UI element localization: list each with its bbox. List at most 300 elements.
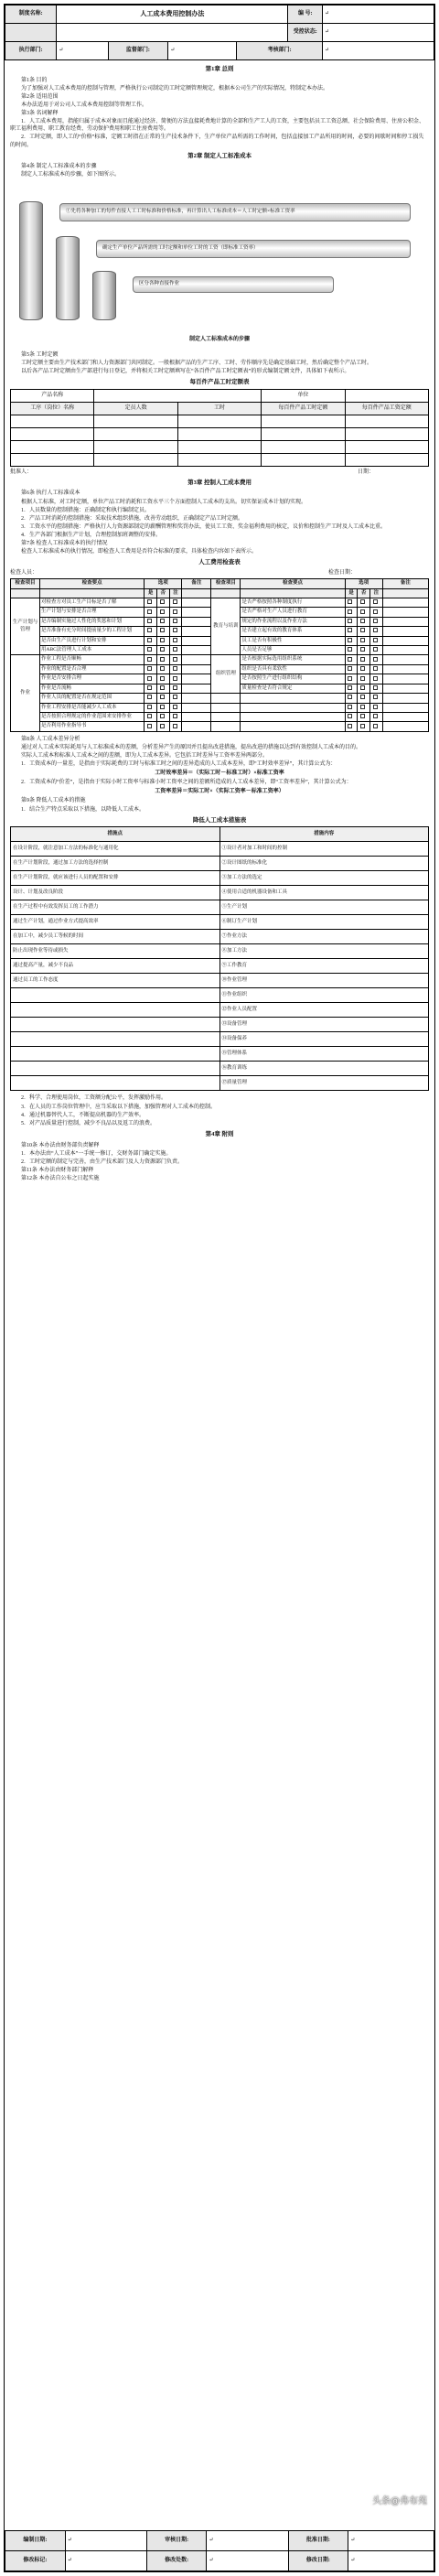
checkbox[interactable]: [360, 714, 365, 718]
step-2-bar: 确定生产单位产品所需的工时定额和单位工时的工资（即标准工资率）: [96, 240, 411, 258]
checkbox[interactable]: [173, 619, 177, 623]
draft-date-value[interactable]: ↵: [65, 2531, 146, 2551]
article-10-item-1: 1．本办法由“人工成本”一手统一修订，交财务部门确定实施。: [21, 1150, 172, 1157]
checkbox-cell[interactable]: [358, 608, 370, 617]
checkbox-cell[interactable]: [370, 655, 383, 664]
checkbox-cell[interactable]: [145, 684, 157, 693]
step-1-bar: 区分各种直接作业: [133, 276, 334, 293]
audit-dept-value[interactable]: ↵: [323, 42, 434, 60]
checkbox[interactable]: [160, 695, 165, 699]
check-group: 教育与培训: [211, 598, 241, 655]
checkbox-cell[interactable]: [156, 664, 169, 674]
revise-count-label: 修改处数:: [146, 2551, 207, 2571]
checkbox[interactable]: [160, 628, 165, 632]
checkbox-cell[interactable]: [156, 684, 169, 693]
checkbox-cell[interactable]: [156, 694, 169, 703]
checkbox[interactable]: [360, 695, 365, 699]
checkbox-cell[interactable]: [156, 636, 169, 645]
remark-cell[interactable]: [182, 664, 211, 674]
chapter-3-title: 第3章 控制人工成本费用: [187, 479, 252, 486]
article-6-item-2: 2．产品工时消耗的控制措施：采取技术组织措施，改善劳动组织，正确制定产品工时定额。: [21, 515, 244, 522]
checkbox-cell[interactable]: [156, 646, 169, 655]
remark-cell[interactable]: [182, 617, 211, 626]
checkbox-cell[interactable]: [370, 636, 383, 645]
check-row: [11, 722, 429, 731]
checkbox-cell[interactable]: [370, 703, 383, 712]
checkbox[interactable]: [348, 676, 352, 681]
chapter-1-title: 第1章 总则: [205, 66, 234, 72]
table-row: [11, 415, 429, 427]
checkbox-cell[interactable]: [156, 674, 169, 684]
article-9-item-4: 4．通过机器替代人工，不断提高机器的生产效率。: [21, 1112, 145, 1118]
checkbox-cell[interactable]: [370, 694, 383, 703]
check-item: 人员是否足够: [241, 646, 345, 655]
remark-cell[interactable]: [382, 703, 428, 712]
checkbox-cell[interactable]: [358, 712, 370, 721]
checkbox[interactable]: [348, 724, 352, 728]
checkbox[interactable]: [348, 609, 352, 614]
measure-content: ⑯教育训练: [220, 1062, 429, 1076]
checkbox[interactable]: [373, 695, 378, 699]
checkbox-cell[interactable]: [370, 608, 383, 617]
checkbox-cell[interactable]: [370, 664, 383, 674]
checkbox-cell[interactable]: [345, 684, 358, 693]
unit-value[interactable]: [345, 389, 428, 402]
checkbox[interactable]: [173, 647, 177, 652]
checkbox[interactable]: [173, 666, 177, 671]
checkbox[interactable]: [373, 647, 378, 652]
check-row: [11, 655, 429, 664]
measure-row: [11, 886, 429, 900]
checkbox-cell[interactable]: [156, 598, 169, 607]
check-item: 是否按照生产进行组织结构: [241, 674, 345, 684]
formula-1: 工时效率差异＝（实际工时－标准工时）×标准工资率: [155, 771, 284, 777]
checkbox[interactable]: [360, 657, 365, 662]
checkbox[interactable]: [173, 628, 177, 632]
checkbox-cell[interactable]: [358, 636, 370, 645]
check-item: 是否根据实际选用组织系统: [241, 655, 345, 664]
checkbox[interactable]: [160, 666, 165, 671]
checkbox-cell[interactable]: [345, 617, 358, 626]
checkbox[interactable]: [360, 628, 365, 632]
checkbox[interactable]: [348, 619, 352, 623]
checkbox-cell[interactable]: [345, 598, 358, 607]
checkbox-cell[interactable]: [169, 608, 182, 617]
article-8: 第8条 人工成本差异分析: [21, 736, 80, 742]
remark-cell[interactable]: [182, 608, 211, 617]
check-item: 员工是否有积极性: [241, 636, 345, 645]
measure-content: ⑤生产计划: [220, 900, 429, 915]
measure-col-left: 措施点: [11, 827, 220, 842]
checkbox-cell[interactable]: [358, 674, 370, 684]
article-4-text: 制定人工标准成本的步骤，如下图所示。: [21, 172, 121, 178]
product-value[interactable]: [94, 389, 262, 402]
measure-row: [11, 959, 429, 974]
checkbox-cell[interactable]: [145, 636, 157, 645]
revise-date-value[interactable]: ↵: [348, 2551, 434, 2571]
checkbox[interactable]: [373, 724, 378, 728]
checkbox[interactable]: [160, 657, 165, 662]
article-6-item-4: 4．生产各部门根据生产计划，合理控制加班调整的安排。: [21, 532, 162, 538]
checkbox-cell[interactable]: [145, 655, 157, 664]
remark-cell[interactable]: [382, 655, 428, 664]
measure-table: [10, 826, 429, 1091]
checkbox-cell[interactable]: [145, 712, 157, 721]
check-item: 规定的作业流程以及作业方法: [241, 617, 345, 626]
remark-cell[interactable]: [382, 646, 428, 655]
measure-row: [11, 900, 429, 915]
remark-cell[interactable]: [182, 712, 211, 721]
remark-cell[interactable]: [182, 646, 211, 655]
checkbox-cell[interactable]: [345, 655, 358, 664]
checkbox-cell[interactable]: [345, 703, 358, 712]
measure-content: ⑧加工方法: [220, 944, 429, 959]
checkbox[interactable]: [373, 657, 378, 662]
measure-row: [11, 1076, 429, 1091]
measure-content: ⑮管理体系: [220, 1047, 429, 1062]
checkbox[interactable]: [348, 695, 352, 699]
article-8-item-2: 2．工资成本的“价差”，是指由于实际小时工资率与标准小时工资率之间的差额所造成的人工成本差异，即“工资率差异”，其计算公式为：: [21, 780, 352, 786]
checkbox-cell[interactable]: [370, 674, 383, 684]
checkbox[interactable]: [348, 628, 352, 632]
chapter-4-title: 第4章 附则: [205, 1130, 234, 1137]
checkbox-cell[interactable]: [358, 664, 370, 674]
checkbox[interactable]: [173, 638, 177, 642]
checkbox-cell[interactable]: [145, 703, 157, 712]
checkbox-cell[interactable]: [358, 703, 370, 712]
remark-cell[interactable]: [182, 627, 211, 636]
checkbox[interactable]: [147, 685, 152, 690]
measure-row: [11, 871, 429, 886]
review-date-value[interactable]: ↵: [207, 2531, 288, 2551]
checkbox-cell[interactable]: [358, 627, 370, 636]
checkbox[interactable]: [173, 599, 177, 604]
checkbox[interactable]: [160, 714, 165, 718]
checkbox[interactable]: [373, 599, 378, 604]
checkbox[interactable]: [360, 705, 365, 709]
checkbox[interactable]: [373, 638, 378, 642]
audit-dept-label: 考核部门:: [237, 42, 323, 60]
checkbox[interactable]: [160, 609, 165, 614]
measure-point: 通过提高产量，减少不良品: [11, 959, 220, 974]
article-6-text: 根据人工标准，对工时定额，单位产品工时消耗和工资水平三个方面控制人工成本的支出。切实保证成本计划的实现。: [21, 499, 307, 505]
article-9: 第9条 降低人工成本的措施: [21, 798, 86, 804]
checkbox[interactable]: [160, 599, 165, 604]
measure-point: 通过生产计划，通过作业方式提高效率: [11, 915, 220, 930]
checkbox[interactable]: [360, 599, 365, 604]
checkbox-cell[interactable]: [169, 694, 182, 703]
checkbox[interactable]: [173, 685, 177, 690]
checkbox[interactable]: [348, 666, 352, 671]
checkbox-cell[interactable]: [156, 722, 169, 731]
checkbox-cell[interactable]: [169, 636, 182, 645]
check-item: 是否建立起有效的教育体系: [241, 627, 345, 636]
checkbox[interactable]: [160, 705, 165, 709]
checkbox-cell[interactable]: [145, 627, 157, 636]
checkbox[interactable]: [160, 619, 165, 623]
measure-content: ④使用合适的机器设备和工具: [220, 886, 429, 900]
checkbox[interactable]: [360, 676, 365, 681]
check-item: 是否准备有充分时间提前量少的工程计划: [39, 627, 144, 636]
checkbox-cell[interactable]: [156, 712, 169, 721]
checkbox-cell[interactable]: [358, 617, 370, 626]
remark-cell[interactable]: [382, 627, 428, 636]
article-6-item-1: 1．人员数量的控制措施：正确制定和执行编制定员。: [21, 507, 151, 513]
chapter-2-title: 第2章 制定人工标准成本: [187, 152, 252, 159]
checkbox-cell[interactable]: [156, 627, 169, 636]
checkbox-cell[interactable]: [358, 694, 370, 703]
checkbox[interactable]: [173, 676, 177, 681]
checkbox[interactable]: [147, 714, 152, 718]
checkbox-cell[interactable]: [370, 627, 383, 636]
checkbox[interactable]: [173, 705, 177, 709]
check-item: 是否编制实施过人性化的奖惩和计划: [39, 617, 144, 626]
checkbox[interactable]: [173, 657, 177, 662]
checkbox[interactable]: [160, 638, 165, 642]
measure-point: 通过员工的工作态度: [11, 974, 220, 988]
checkbox-cell[interactable]: [169, 722, 182, 731]
checkbox[interactable]: [348, 705, 352, 709]
checkbox-cell[interactable]: [358, 646, 370, 655]
article-10: 第10条 本办法由财务部负责解释: [21, 1142, 100, 1148]
watermark: 头条@弗布苑: [372, 2495, 427, 2506]
checkbox-cell[interactable]: [345, 646, 358, 655]
checkbox[interactable]: [173, 724, 177, 728]
check-item: 作业人员的配置是否在规定范围: [39, 694, 144, 703]
remark-cell[interactable]: [182, 674, 211, 684]
checkbox-cell[interactable]: [370, 684, 383, 693]
checkbox[interactable]: [160, 724, 165, 728]
footer-table: [5, 2530, 434, 2571]
status-value[interactable]: ↵: [323, 24, 434, 42]
checkbox[interactable]: [147, 638, 152, 642]
exec-dept-value[interactable]: ↵: [57, 42, 108, 60]
step-3-bar: ①先将各种加工的每件直接人工工时标准和价格标准，再计算出人工标准成本＝人工时定额×标准工资率: [59, 203, 411, 221]
checkbox[interactable]: [147, 609, 152, 614]
article-8-text-2: 实际人工成本和标准人工成本之间的差额，即为人工成本差异。它包括工时差异与工资率差异两部分。: [21, 753, 269, 760]
checkbox-cell[interactable]: [145, 598, 157, 607]
checkbox[interactable]: [147, 599, 152, 604]
checkbox-cell[interactable]: [145, 608, 157, 617]
checkbox-cell[interactable]: [345, 674, 358, 684]
checkbox-cell[interactable]: [156, 655, 169, 664]
checkbox-cell[interactable]: [156, 608, 169, 617]
checkbox[interactable]: [147, 666, 152, 671]
number-value[interactable]: ↵: [323, 5, 434, 24]
article-10-item-2: 2．工时定额的制定与完善，由生产技术部门及人力资源部门负责。: [21, 1159, 184, 1165]
checkbox-cell[interactable]: [345, 712, 358, 721]
measure-point: 在生产过程中有效发挥员工的工作潜力: [11, 900, 220, 915]
document: [4, 4, 435, 2572]
checkbox-cell[interactable]: [345, 664, 358, 674]
measure-point: 防止出现作业等待或损失: [11, 944, 220, 959]
revise-mark-value[interactable]: ↵: [65, 2551, 146, 2571]
checkbox-cell[interactable]: [345, 694, 358, 703]
remark-cell[interactable]: [382, 674, 428, 684]
checkbox[interactable]: [360, 647, 365, 652]
checkbox-cell[interactable]: [370, 617, 383, 626]
checkbox-cell[interactable]: [169, 674, 182, 684]
checkbox[interactable]: [348, 638, 352, 642]
checkbox-cell[interactable]: [370, 598, 383, 607]
remark-cell[interactable]: [382, 617, 428, 626]
remark-cell[interactable]: [382, 664, 428, 674]
article-6: 第6条 执行人工标准成本: [21, 490, 80, 497]
measure-row: [11, 1047, 429, 1062]
checkbox-cell[interactable]: [169, 655, 182, 664]
checkbox[interactable]: [373, 676, 378, 681]
checkbox-cell[interactable]: [169, 712, 182, 721]
measure-content: ⑫作业人员配置: [220, 1003, 429, 1018]
checkbox-cell[interactable]: [345, 636, 358, 645]
checkbox[interactable]: [373, 628, 378, 632]
checkbox-cell[interactable]: [145, 664, 157, 674]
article-5-text: 工时定额主要由生产技术部门和人力资源部门共同制定。一般根据产品的生产工序、工时、劳作顺序先是确定基础工时，然后确定整个产品工时。: [21, 360, 373, 366]
check-item: 对检查方对员工生产目标是否了解: [39, 598, 144, 607]
checkbox-cell[interactable]: [358, 598, 370, 607]
checkbox[interactable]: [360, 724, 365, 728]
remark-cell[interactable]: [382, 598, 428, 607]
measure-content: ⑩作业管理: [220, 974, 429, 988]
checkbox-cell[interactable]: [145, 694, 157, 703]
checkbox-cell[interactable]: [169, 598, 182, 607]
measure-col-right: 措施内容: [220, 827, 429, 842]
remark-cell[interactable]: [182, 655, 211, 664]
remark-cell[interactable]: [182, 636, 211, 645]
measure-content: ⑰质量管理: [220, 1076, 429, 1091]
article-8-text: 通过对人工成本实际耗用与人工标准成本的差额，分析差异产生的原因并且提出改进措施，提出改进的措施以达到有效控制人工成本的目的。: [21, 744, 362, 750]
check-item: 作业的配置是否合理: [39, 664, 144, 674]
checkbox-cell[interactable]: [169, 664, 182, 674]
review-date-label: 审核日期:: [146, 2531, 207, 2551]
checkbox[interactable]: [173, 695, 177, 699]
checkbox-cell[interactable]: [345, 608, 358, 617]
checkbox-cell[interactable]: [145, 722, 157, 731]
measure-row: [11, 1018, 429, 1032]
checkbox-cell[interactable]: [169, 627, 182, 636]
measure-row: [11, 842, 429, 857]
checkbox[interactable]: [360, 619, 365, 623]
article-11: 第11条 本办法由财务部门解释: [21, 1167, 94, 1173]
checkbox-cell[interactable]: [358, 684, 370, 693]
checkbox[interactable]: [147, 628, 152, 632]
checkbox[interactable]: [147, 647, 152, 652]
article-2: 第2条 适用范围: [21, 93, 59, 100]
checkbox[interactable]: [173, 714, 177, 718]
checkbox[interactable]: [373, 714, 378, 718]
checkbox[interactable]: [160, 647, 165, 652]
remark-cell[interactable]: [382, 722, 428, 731]
check-item: 是否由生产员进行计划和安排: [39, 636, 144, 645]
checkbox-cell[interactable]: [370, 646, 383, 655]
remark-cell[interactable]: [182, 694, 211, 703]
measure-row: [11, 944, 429, 959]
article-3-text-2: 2．工时定额，即人工的“价格”标准，定额工时指在正常的生产技术条件下，生产单位产品所需的工作时间，包括直接加工产品所用的时间，必要的间歇时间和停工损失的时间。: [10, 135, 424, 148]
checkbox[interactable]: [348, 599, 352, 604]
checkbox-cell[interactable]: [156, 703, 169, 712]
revise-count-value[interactable]: ↵: [207, 2551, 288, 2571]
col-wage-quota: 每百件产品工资定额: [345, 402, 428, 415]
checkbox[interactable]: [373, 705, 378, 709]
measure-content: ⑬设备管理: [220, 1018, 429, 1032]
checkbox[interactable]: [348, 657, 352, 662]
checkbox[interactable]: [373, 666, 378, 671]
checkbox-cell[interactable]: [169, 646, 182, 655]
article-1-text: 为了加强对人工成本费用的控制与管理，严格执行公司制定的工时定额管理规定，根据本公司生产的实际情况，特制定本办法。: [21, 85, 329, 92]
checkbox[interactable]: [373, 609, 378, 614]
checkbox-cell[interactable]: [370, 722, 383, 731]
checkbox[interactable]: [147, 724, 152, 728]
checkbox[interactable]: [348, 714, 352, 718]
checkbox-cell[interactable]: [169, 684, 182, 693]
checkbox[interactable]: [348, 685, 352, 690]
checkbox[interactable]: [173, 609, 177, 614]
article-9-item-1: 1．结合生产特点采取以下措施，以降低人工成本。: [21, 806, 145, 813]
check-item: 作业工程安排是否能减少人工成本: [39, 703, 144, 712]
checkbox[interactable]: [373, 685, 378, 690]
checkbox[interactable]: [348, 647, 352, 652]
check-row: [11, 694, 429, 703]
checkbox-cell[interactable]: [370, 712, 383, 721]
checkbox[interactable]: [360, 638, 365, 642]
remark-cell[interactable]: [182, 703, 211, 712]
checkbox-cell[interactable]: [145, 646, 157, 655]
remark-cell[interactable]: [382, 694, 428, 703]
measure-content: ①设计者对加工和时间的控制: [220, 842, 429, 857]
checkbox-cell[interactable]: [358, 655, 370, 664]
measure-row: [11, 930, 429, 944]
checkbox-cell[interactable]: [156, 617, 169, 626]
remark-cell[interactable]: [382, 608, 428, 617]
doc-name: 人工成本费用控制办法: [57, 5, 288, 24]
check-group: 组织管理: [211, 655, 241, 694]
checkbox-cell[interactable]: [358, 722, 370, 731]
measure-point: 设计、计划及改良阶段: [11, 886, 220, 900]
inspect-date-label: 检查日期：: [327, 569, 356, 576]
remark-cell[interactable]: [382, 712, 428, 721]
checkbox[interactable]: [360, 609, 365, 614]
remark-cell[interactable]: [182, 722, 211, 731]
col-hour-quota: 每百件产品工时定额: [262, 402, 345, 415]
checkbox[interactable]: [147, 705, 152, 709]
checkbox[interactable]: [160, 685, 165, 690]
checkbox[interactable]: [360, 666, 365, 671]
checkbox-cell[interactable]: [169, 617, 182, 626]
supervise-dept-value[interactable]: ↵: [168, 42, 237, 60]
remark-cell[interactable]: [382, 636, 428, 645]
checkbox[interactable]: [147, 676, 152, 681]
remark-cell[interactable]: [182, 684, 211, 693]
checkbox[interactable]: [360, 685, 365, 690]
checkbox[interactable]: [373, 619, 378, 623]
remark-cell[interactable]: [382, 684, 428, 693]
approve-date-value[interactable]: ↵: [348, 2531, 434, 2551]
article-12: 第12条 本办法自公布之日起实施: [21, 1175, 100, 1181]
revise-mark-label: 修改标记:: [5, 2551, 66, 2571]
checkbox-cell[interactable]: [169, 703, 182, 712]
checkbox-cell[interactable]: [145, 674, 157, 684]
checkbox-cell[interactable]: [145, 617, 157, 626]
checkbox[interactable]: [147, 619, 152, 623]
checkbox[interactable]: [147, 657, 152, 662]
measure-point: 在设计阶段，就注意加工方法的标准化与通用化: [11, 842, 220, 857]
checkbox-cell[interactable]: [345, 722, 358, 731]
checkbox-cell[interactable]: [345, 627, 358, 636]
remark-cell[interactable]: [182, 598, 211, 607]
article-5: 第5条 工时定额: [21, 351, 59, 358]
checkbox[interactable]: [147, 695, 152, 699]
checkbox[interactable]: [160, 676, 165, 681]
